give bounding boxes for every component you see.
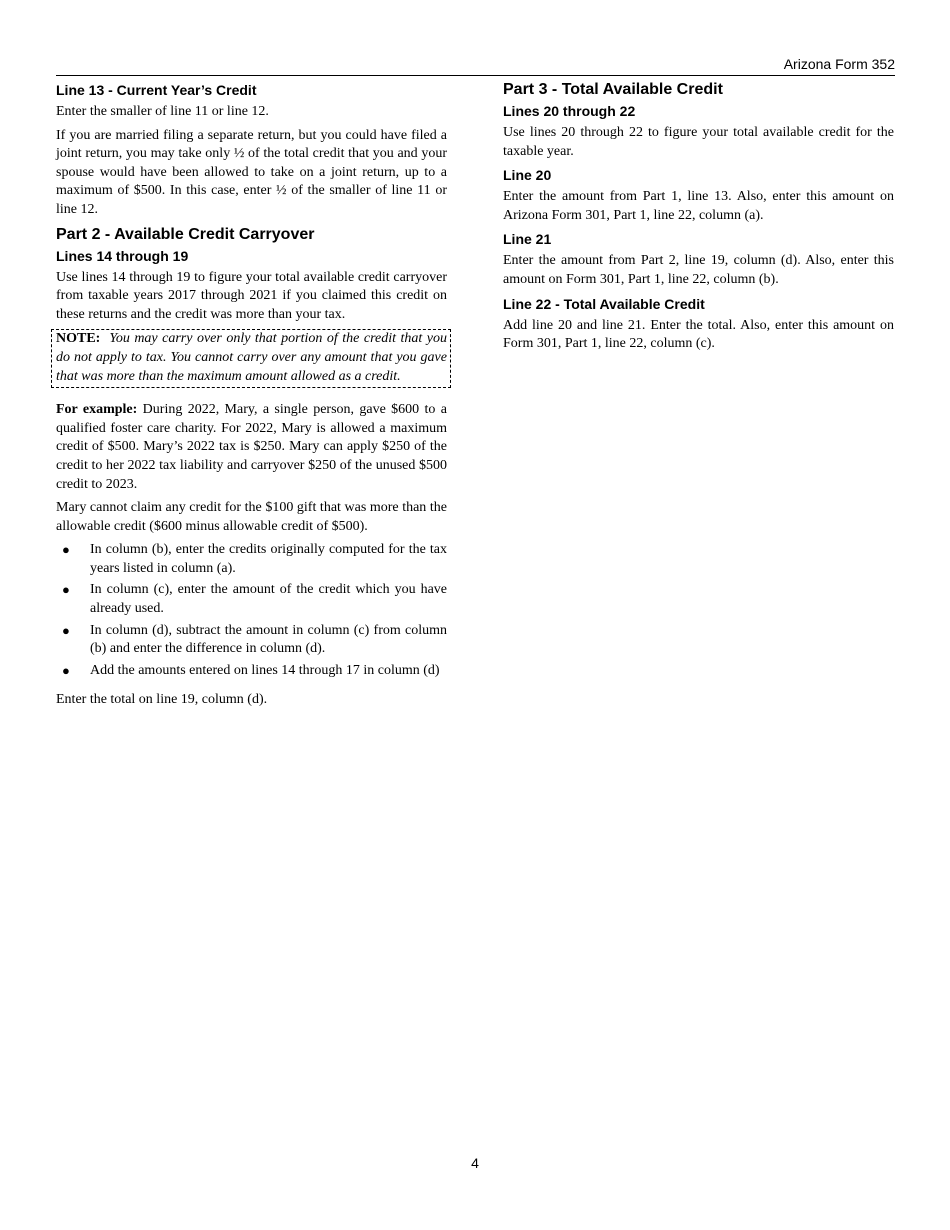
closing-instruction: Enter the total on line 19, column (d). bbox=[56, 692, 268, 708]
part3-paragraph: Use lines 20 through 22 to figure your total available credit for the taxable year. bbox=[503, 125, 894, 159]
column-instructions-list bbox=[56, 541, 447, 680]
line21-heading: Line 21 bbox=[503, 231, 552, 248]
line21-paragraph: Enter the amount from Part 2, line 19, column (d). Also, enter this amount on Form 301, Part 1, line 22, column (b). bbox=[503, 253, 894, 287]
note-box bbox=[51, 329, 451, 388]
note-label: NOTE: bbox=[56, 331, 101, 347]
form-title: Arizona Form 352 bbox=[783, 56, 895, 72]
example-paragraph bbox=[56, 401, 447, 494]
part3-heading: Part 3 - Total Available Credit bbox=[503, 81, 723, 98]
example-text: During 2022, Mary, a single person, gave $600 to a qualified foster care charity. For 2022, Mary is allowed a maximum credit of $500. Mary’s 2022 tax is $250. Mary can apply $250 of the credit to her 2022 tax liability and carryover $250 of the unused $500 credit to 2023. bbox=[56, 402, 447, 492]
line22-heading: Line 22 - Total Available Credit bbox=[503, 295, 705, 312]
bullet-icon: ● bbox=[62, 582, 70, 598]
line20-heading: Line 20 bbox=[503, 167, 552, 184]
part2-paragraph: Use lines 14 through 19 to figure your total available credit carryover from taxable years 2017 through 2021 if you claimed this credit on these returns and the credit was more than your tax. bbox=[56, 269, 447, 322]
example-label: For example: bbox=[56, 402, 138, 418]
part3-subheading: Lines 20 through 22 bbox=[503, 103, 636, 119]
bullet-icon: ● bbox=[62, 622, 70, 638]
form-title-header bbox=[56, 55, 895, 76]
part2-heading: Part 2 - Available Credit Carryover bbox=[56, 225, 315, 243]
example-followup-paragraph: Mary cannot claim any credit for the $100 gift that was more than the allowable credit ($600 minus allowable credit of $500). bbox=[56, 500, 447, 534]
right-column bbox=[503, 80, 894, 359]
list-item: ● In column (c), enter the amount of the credit which you have already used. bbox=[62, 582, 447, 617]
part2-subheading: Lines 14 through 19 bbox=[56, 247, 189, 264]
line20-paragraph: Enter the amount from Part 1, line 13. Also, enter this amount on Arizona Form 301, Part 1, line 22, column (a). bbox=[503, 189, 894, 223]
bullet-icon: ● bbox=[62, 662, 70, 678]
line22-paragraph: Add line 20 and line 21. Enter the total. Also, enter this amount on Form 301, Part 1, line 22, column (c). bbox=[503, 317, 894, 352]
note-text: You may carry over only that portion of the credit that you do not apply to tax. You cannot carry over any amount that you gave that was more than the maximum amount allowed as a credit. bbox=[56, 331, 447, 384]
page-number: 4 bbox=[471, 1155, 479, 1171]
left-column bbox=[56, 80, 447, 715]
list-item: ● Add the amounts entered on lines 14 through 17 in column (d) bbox=[56, 662, 447, 681]
line13-married-separate-paragraph: If you are married filing a separate return, but you could have filed a joint return, you may take only ½ of the total credit that you and your spouse would have been allowed to take on a joint return, up to a maximum of $500. In this case, enter ½ of the smaller of line 11 or line 12. bbox=[56, 127, 447, 217]
line13-heading: Line 13 - Current Year’s Credit bbox=[56, 82, 257, 98]
bullet-icon: ● bbox=[62, 542, 70, 558]
list-item: ● In column (d), subtract the amount in column (c) from column (b) and enter the difference in column (d). bbox=[62, 622, 447, 657]
line13-instruction: Enter the smaller of line 11 or line 12. bbox=[56, 104, 269, 119]
list-item: ● In column (b), enter the credits originally computed for the tax years listed in column (a). bbox=[62, 542, 447, 576]
